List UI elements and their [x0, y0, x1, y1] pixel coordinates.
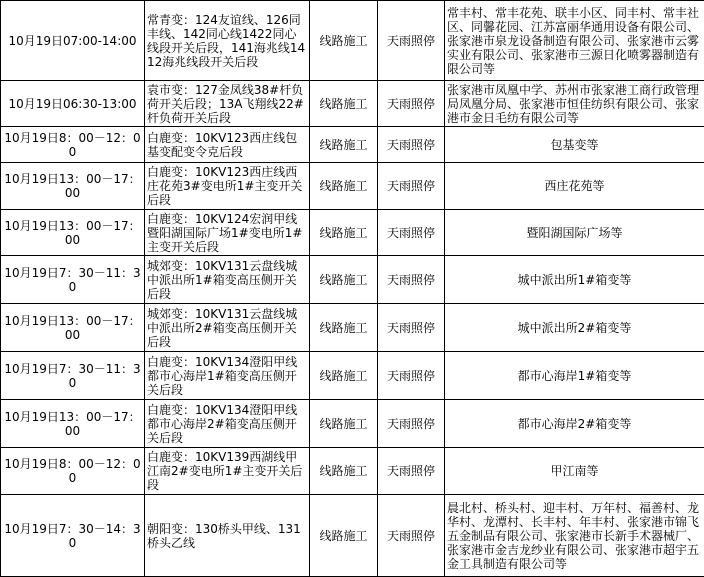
table-row	[1, 1, 704, 81]
affected-area: 张家港市凤凰中学、苏州市张家港工商行政管理局凤凰分局、张家港市恒佳纺织有限公司、张家港市金日毛纺有限公司等	[445, 81, 704, 127]
work-type: 线路施工	[310, 256, 378, 304]
affected-area: 都市心海岸1#箱变等	[445, 352, 704, 400]
affected-area: 西庄花苑等	[445, 163, 704, 210]
work-type: 线路施工	[310, 163, 378, 210]
outage-line-section: 白鹿变：10KV124宏润甲线暨阳湖国际广场1#变电所1#主变开关后段	[145, 210, 310, 256]
weather-policy: 天雨照停	[378, 448, 445, 495]
table-row	[1, 210, 704, 256]
outage-line-section: 白鹿变：10KV123西庄线包基变配变令克后段	[145, 127, 310, 163]
outage-line-section: 白鹿变：10KV123西庄线西庄花苑3#变电所1#主变开关后段	[145, 163, 310, 210]
outage-time: 10月19日7：30－11：30	[1, 256, 145, 304]
affected-area: 城中派出所1#箱变等	[445, 256, 704, 304]
work-type: 线路施工	[310, 210, 378, 256]
table-row	[1, 81, 704, 127]
outage-time: 10月19日13：00－17：00	[1, 304, 145, 352]
affected-area: 甲江南等	[445, 448, 704, 495]
outage-time: 10月19日06:30-13:00	[1, 81, 145, 127]
table-row	[1, 352, 704, 400]
outage-time: 10月19日07:00-14:00	[1, 1, 145, 81]
table-row	[1, 400, 704, 448]
outage-line-section: 袁市变：127金凤线38#杆负荷开关后段；13A飞翔线22#杆负荷开关后段	[145, 81, 310, 127]
outage-time: 10月19日7：30－11：30	[1, 352, 145, 400]
weather-policy: 天雨照停	[378, 163, 445, 210]
weather-policy: 天雨照停	[378, 400, 445, 448]
weather-policy: 天雨照停	[378, 304, 445, 352]
outage-time: 10月19日8：00－12：00	[1, 127, 145, 163]
outage-line-section: 白鹿变：10KV134澄阳甲线都市心海岸2#箱变高压侧开关后段	[145, 400, 310, 448]
outage-line-section: 白鹿变：10KV139西湖线甲江南2#变电所1#主变开关后段	[145, 448, 310, 495]
weather-policy: 天雨照停	[378, 81, 445, 127]
weather-policy: 天雨照停	[378, 210, 445, 256]
work-type: 线路施工	[310, 400, 378, 448]
affected-area: 晨北村、桥头村、迎丰村、万年村、福善村、龙华村、龙潭村、长丰村、年丰村、张家港市锦飞五金制品有限公司、张家港市长新手术器械厂、张家港市金吉龙纱业有限公司、张家港市超宇五金工具制造有限公司等	[445, 495, 704, 577]
weather-policy: 天雨照停	[378, 127, 445, 163]
table-row	[1, 304, 704, 352]
outage-line-section: 城郊变：10KV131云盘线城中派出所1#箱变高压侧开关后段	[145, 256, 310, 304]
weather-policy: 天雨照停	[378, 495, 445, 577]
outage-line-section: 白鹿变：10KV134澄阳甲线都市心海岸1#箱变高压侧开关后段	[145, 352, 310, 400]
work-type: 线路施工	[310, 352, 378, 400]
work-type: 线路施工	[310, 448, 378, 495]
table-row	[1, 127, 704, 163]
outage-time: 10月19日13：00－17：00	[1, 400, 145, 448]
table-row	[1, 256, 704, 304]
weather-policy: 天雨照停	[378, 352, 445, 400]
outage-line-section: 朝阳变：130桥头甲线、131桥头乙线	[145, 495, 310, 577]
outage-time: 10月19日8：00－12：00	[1, 448, 145, 495]
work-type: 线路施工	[310, 495, 378, 577]
affected-area: 城中派出所2#箱变等	[445, 304, 704, 352]
affected-area: 暨阳湖国际广场等	[445, 210, 704, 256]
weather-policy: 天雨照停	[378, 256, 445, 304]
work-type: 线路施工	[310, 304, 378, 352]
work-type: 线路施工	[310, 1, 378, 81]
table-row	[1, 448, 704, 495]
table-row	[1, 495, 704, 577]
outage-time: 10月19日13：00－17：00	[1, 210, 145, 256]
affected-area: 常丰村、常丰花苑、联丰小区、同丰村、常丰社区、同馨花园、江苏富丽华通用设备有限公司、张家港市泉龙设备制造有限公司、张家港市云雾实业有限公司、张家港市三源日化喷雾器制造有限公司等	[445, 1, 704, 81]
work-type: 线路施工	[310, 127, 378, 163]
weather-policy: 天雨照停	[378, 1, 445, 81]
work-type: 线路施工	[310, 81, 378, 127]
outage-time: 10月19日13：00－17：00	[1, 163, 145, 210]
table-row	[1, 163, 704, 210]
affected-area: 都市心海岸2#箱变等	[445, 400, 704, 448]
affected-area: 包基变等	[445, 127, 704, 163]
outage-time: 10月19日7：30－14：30	[1, 495, 145, 577]
outage-line-section: 常青变：124友谊线、126同丰线、142同心线1422同心线段开关后段，141海兆线1412海兆线段开关后段	[145, 1, 310, 81]
outage-line-section: 城郊变：10KV131云盘线城中派出所2#箱变高压侧开关后段	[145, 304, 310, 352]
